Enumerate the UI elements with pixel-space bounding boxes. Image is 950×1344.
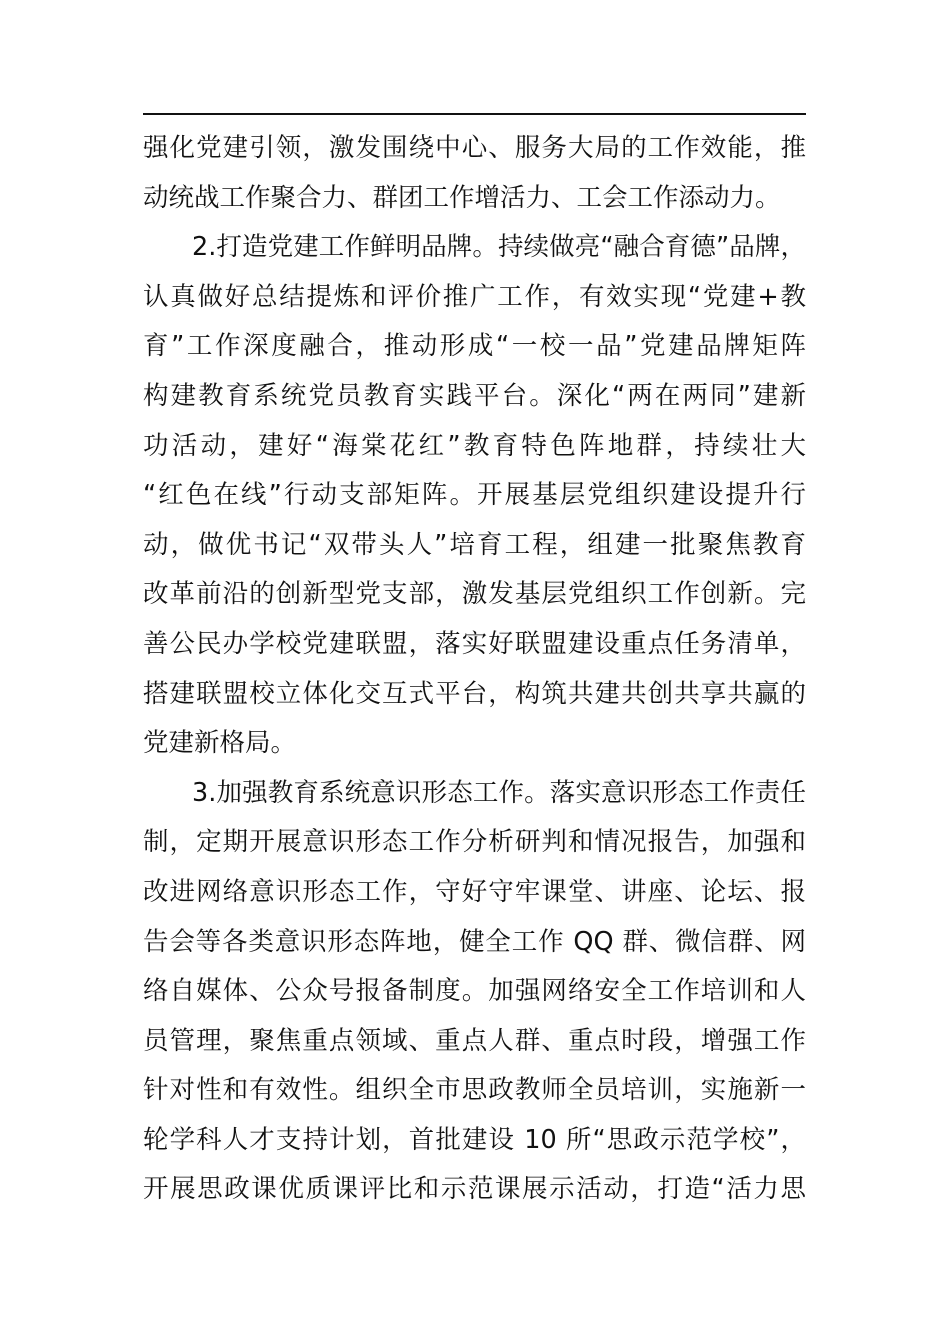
text-line: 善公民办学校党建联盟，落实好联盟建设重点任务清单，	[143, 628, 806, 659]
text-line: 开展思政课优质课评比和示范课展示活动，打造“活力思	[143, 1174, 806, 1205]
text-line: 党建新格局。	[143, 728, 297, 759]
text-line: 强化党建引领，激发围绕中心、服务大局的工作效能，推	[143, 133, 806, 163]
text-line: 告会等各类意识形态阵地，健全工作 QQ 群、微信群、网	[143, 926, 806, 957]
text-line: “红色在线”行动支部矩阵。开展基层党组织建设提升行	[143, 480, 806, 511]
text-line: 功活动，建好“海棠花红”教育特色阵地群，持续壮大	[143, 430, 806, 461]
top-divider-line	[143, 113, 806, 115]
text-line: 改进网络意识形态工作，守好守牢课堂、讲座、论坛、报	[143, 876, 806, 907]
paragraph-heading-line: 3.加强教育系统意识形态工作。落实意识形态工作责任	[192, 777, 806, 808]
body-text	[143, 124, 806, 1215]
text-line: 动，做优书记“双带头人”培育工程，组建一批聚焦教育	[143, 529, 806, 560]
text-line: 搭建联盟校立体化交互式平台，构筑共建共创共享共赢的	[143, 678, 806, 709]
text-line: 络自媒体、公众号报备制度。加强网络安全工作培训和人	[143, 976, 806, 1007]
text-line: 认真做好总结提炼和评价推广工作，有效实现“党建+教	[143, 281, 806, 312]
text-line: 动统战工作聚合力、群团工作增活力、工会工作添动力。	[143, 182, 781, 213]
text-line: 制，定期开展意识形态工作分析研判和情况报告，加强和	[143, 827, 806, 858]
text-line: 轮学科人才支持计划，首批建设 10 所“思政示范学校”，	[143, 1124, 806, 1155]
text-line: 育”工作深度融合，推动形成“一校一品”党建品牌矩阵	[143, 331, 806, 362]
text-line: 员管理，聚焦重点领域、重点人群、重点时段，增强工作	[143, 1025, 806, 1056]
paragraph-heading-line: 2.打造党建工作鲜明品牌。持续做亮“融合育德”品牌，	[192, 232, 806, 263]
text-line: 针对性和有效性。组织全市思政教师全员培训，实施新一	[143, 1075, 806, 1106]
text-line: 改革前沿的创新型党支部，激发基层党组织工作创新。完	[143, 579, 806, 610]
text-line: 构建教育系统党员教育实践平台。深化“两在两同”建新	[143, 380, 806, 411]
